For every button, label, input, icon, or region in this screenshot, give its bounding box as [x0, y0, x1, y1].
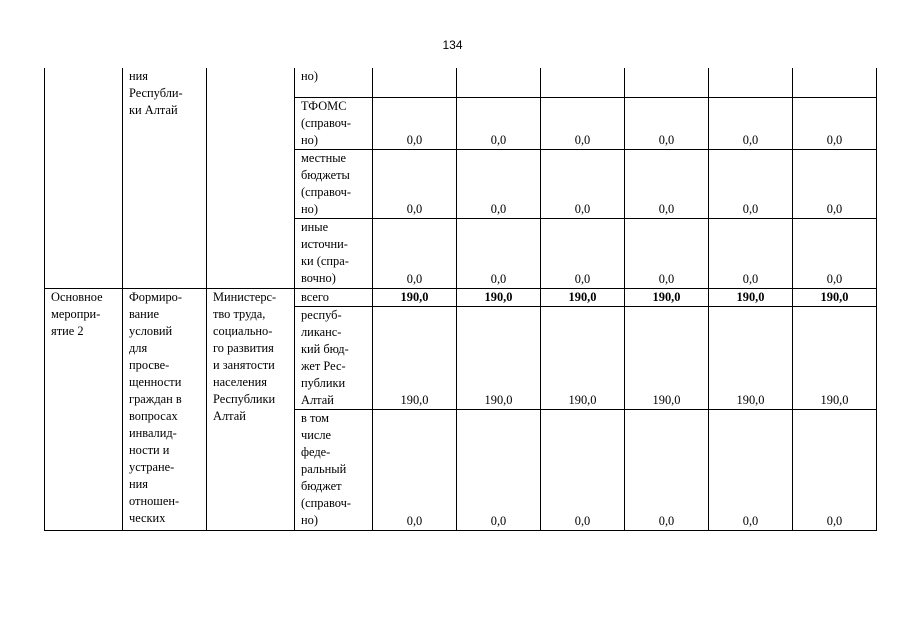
event-cell — [45, 68, 123, 288]
funding-source-cell: всего — [295, 288, 373, 306]
value-cell: 190,0 — [793, 288, 877, 306]
funding-source-cell: но) — [295, 68, 373, 97]
event-title-cell: ния Республи- ки Алтай — [123, 68, 207, 288]
value-cell: 0,0 — [793, 409, 877, 530]
event-title-cell: Формиро- вание условий для просве- щенности граждан в вопросах инвалид- ности и устране- ния отношен- ческих — [123, 288, 207, 530]
funding-source-cell: иные источни- ки (спра- вочно) — [295, 218, 373, 288]
table-row — [45, 68, 877, 97]
value-cell: 0,0 — [457, 97, 541, 149]
value-cell: 0,0 — [625, 149, 709, 218]
value-cell: 0,0 — [373, 218, 457, 288]
value-cell: 0,0 — [541, 218, 625, 288]
value-cell: 0,0 — [457, 409, 541, 530]
value-cell: 190,0 — [709, 306, 793, 409]
funding-source-cell: местные бюджеты (справоч- но) — [295, 149, 373, 218]
budget-table — [44, 68, 877, 531]
value-cell: 0,0 — [625, 409, 709, 530]
funding-source-cell: ТФОМС (справоч- но) — [295, 97, 373, 149]
executor-cell: Министерс- тво труда, социально- го развития и занятости населения Республики Алтай — [207, 288, 295, 530]
value-cell: 190,0 — [793, 306, 877, 409]
value-cell: 0,0 — [457, 218, 541, 288]
value-cell: 0,0 — [625, 218, 709, 288]
value-cell: 0,0 — [373, 409, 457, 530]
value-cell: 190,0 — [625, 288, 709, 306]
value-cell: 0,0 — [541, 97, 625, 149]
funding-source-cell: респуб- ликанс- кий бюд- жет Рес- публики Алтай — [295, 306, 373, 409]
value-cell: 0,0 — [709, 97, 793, 149]
value-cell — [457, 68, 541, 97]
value-cell: 190,0 — [373, 306, 457, 409]
funding-source-cell: в том числе феде- ральный бюджет (справоч- но) — [295, 409, 373, 530]
value-cell: 0,0 — [541, 149, 625, 218]
value-cell: 0,0 — [625, 97, 709, 149]
value-cell: 0,0 — [541, 409, 625, 530]
value-cell: 0,0 — [373, 149, 457, 218]
value-cell: 0,0 — [457, 149, 541, 218]
event-cell: Основное меропри- ятие 2 — [45, 288, 123, 530]
value-cell — [625, 68, 709, 97]
value-cell: 190,0 — [541, 288, 625, 306]
value-cell — [541, 68, 625, 97]
value-cell: 0,0 — [709, 218, 793, 288]
executor-cell — [207, 68, 295, 288]
value-cell: 190,0 — [709, 288, 793, 306]
value-cell: 0,0 — [793, 218, 877, 288]
page-number: 134 — [442, 38, 463, 52]
value-cell: 190,0 — [541, 306, 625, 409]
table-row — [45, 288, 877, 306]
value-cell — [709, 68, 793, 97]
value-cell: 190,0 — [457, 306, 541, 409]
value-cell: 0,0 — [793, 97, 877, 149]
value-cell: 190,0 — [625, 306, 709, 409]
value-cell: 190,0 — [457, 288, 541, 306]
value-cell — [793, 68, 877, 97]
value-cell: 0,0 — [709, 409, 793, 530]
value-cell: 0,0 — [373, 97, 457, 149]
value-cell: 190,0 — [373, 288, 457, 306]
value-cell — [373, 68, 457, 97]
value-cell: 0,0 — [793, 149, 877, 218]
value-cell: 0,0 — [709, 149, 793, 218]
